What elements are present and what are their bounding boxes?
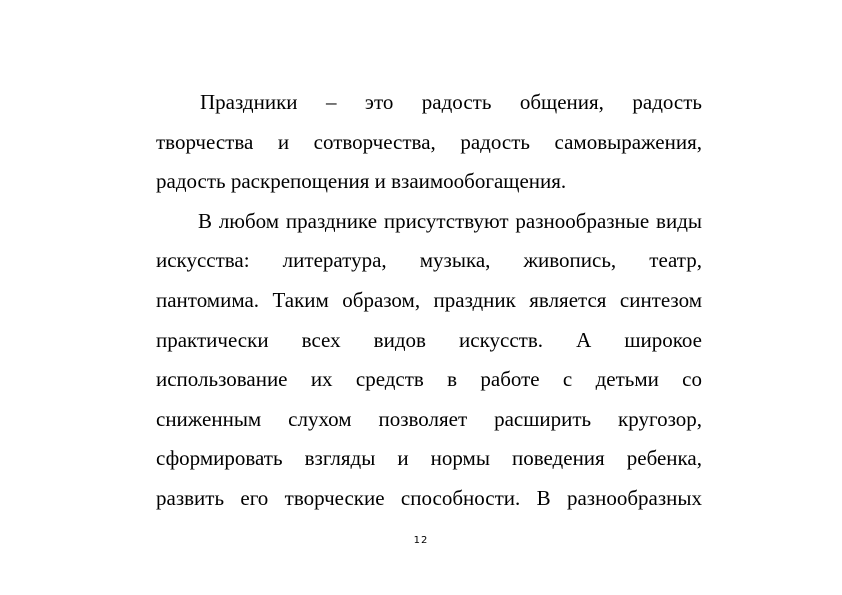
paragraph-1 [156,83,702,202]
text-line: Праздники – это радость общения, радость [200,90,702,114]
text-line: сниженным слухом позволяет расширить кругозор, [156,406,702,431]
text-line: В любом празднике присутствуют разнообразные виды [198,208,702,233]
text-line: развить его творческие способности. В разнообразных [156,485,702,510]
text-line: использование их средств в работе с детьми со [156,367,702,392]
paragraph-2 [156,202,702,519]
text-line: пантомима. Таким образом, праздник является синтезом [156,287,702,312]
text-line: творчества и сотворчества, радость самовыражения, [156,129,702,154]
text-line: сформировать взгляды и нормы поведения ребенка, [156,446,702,471]
page-number: 12 [413,535,429,546]
text-line: радость раскрепощения и взаимообогащения. [156,169,567,194]
text-line: практически всех видов искусств. А широкое [156,327,702,352]
text-line: искусства: литература, музыка, живопись, театр, [156,248,702,273]
body-text [156,83,702,519]
